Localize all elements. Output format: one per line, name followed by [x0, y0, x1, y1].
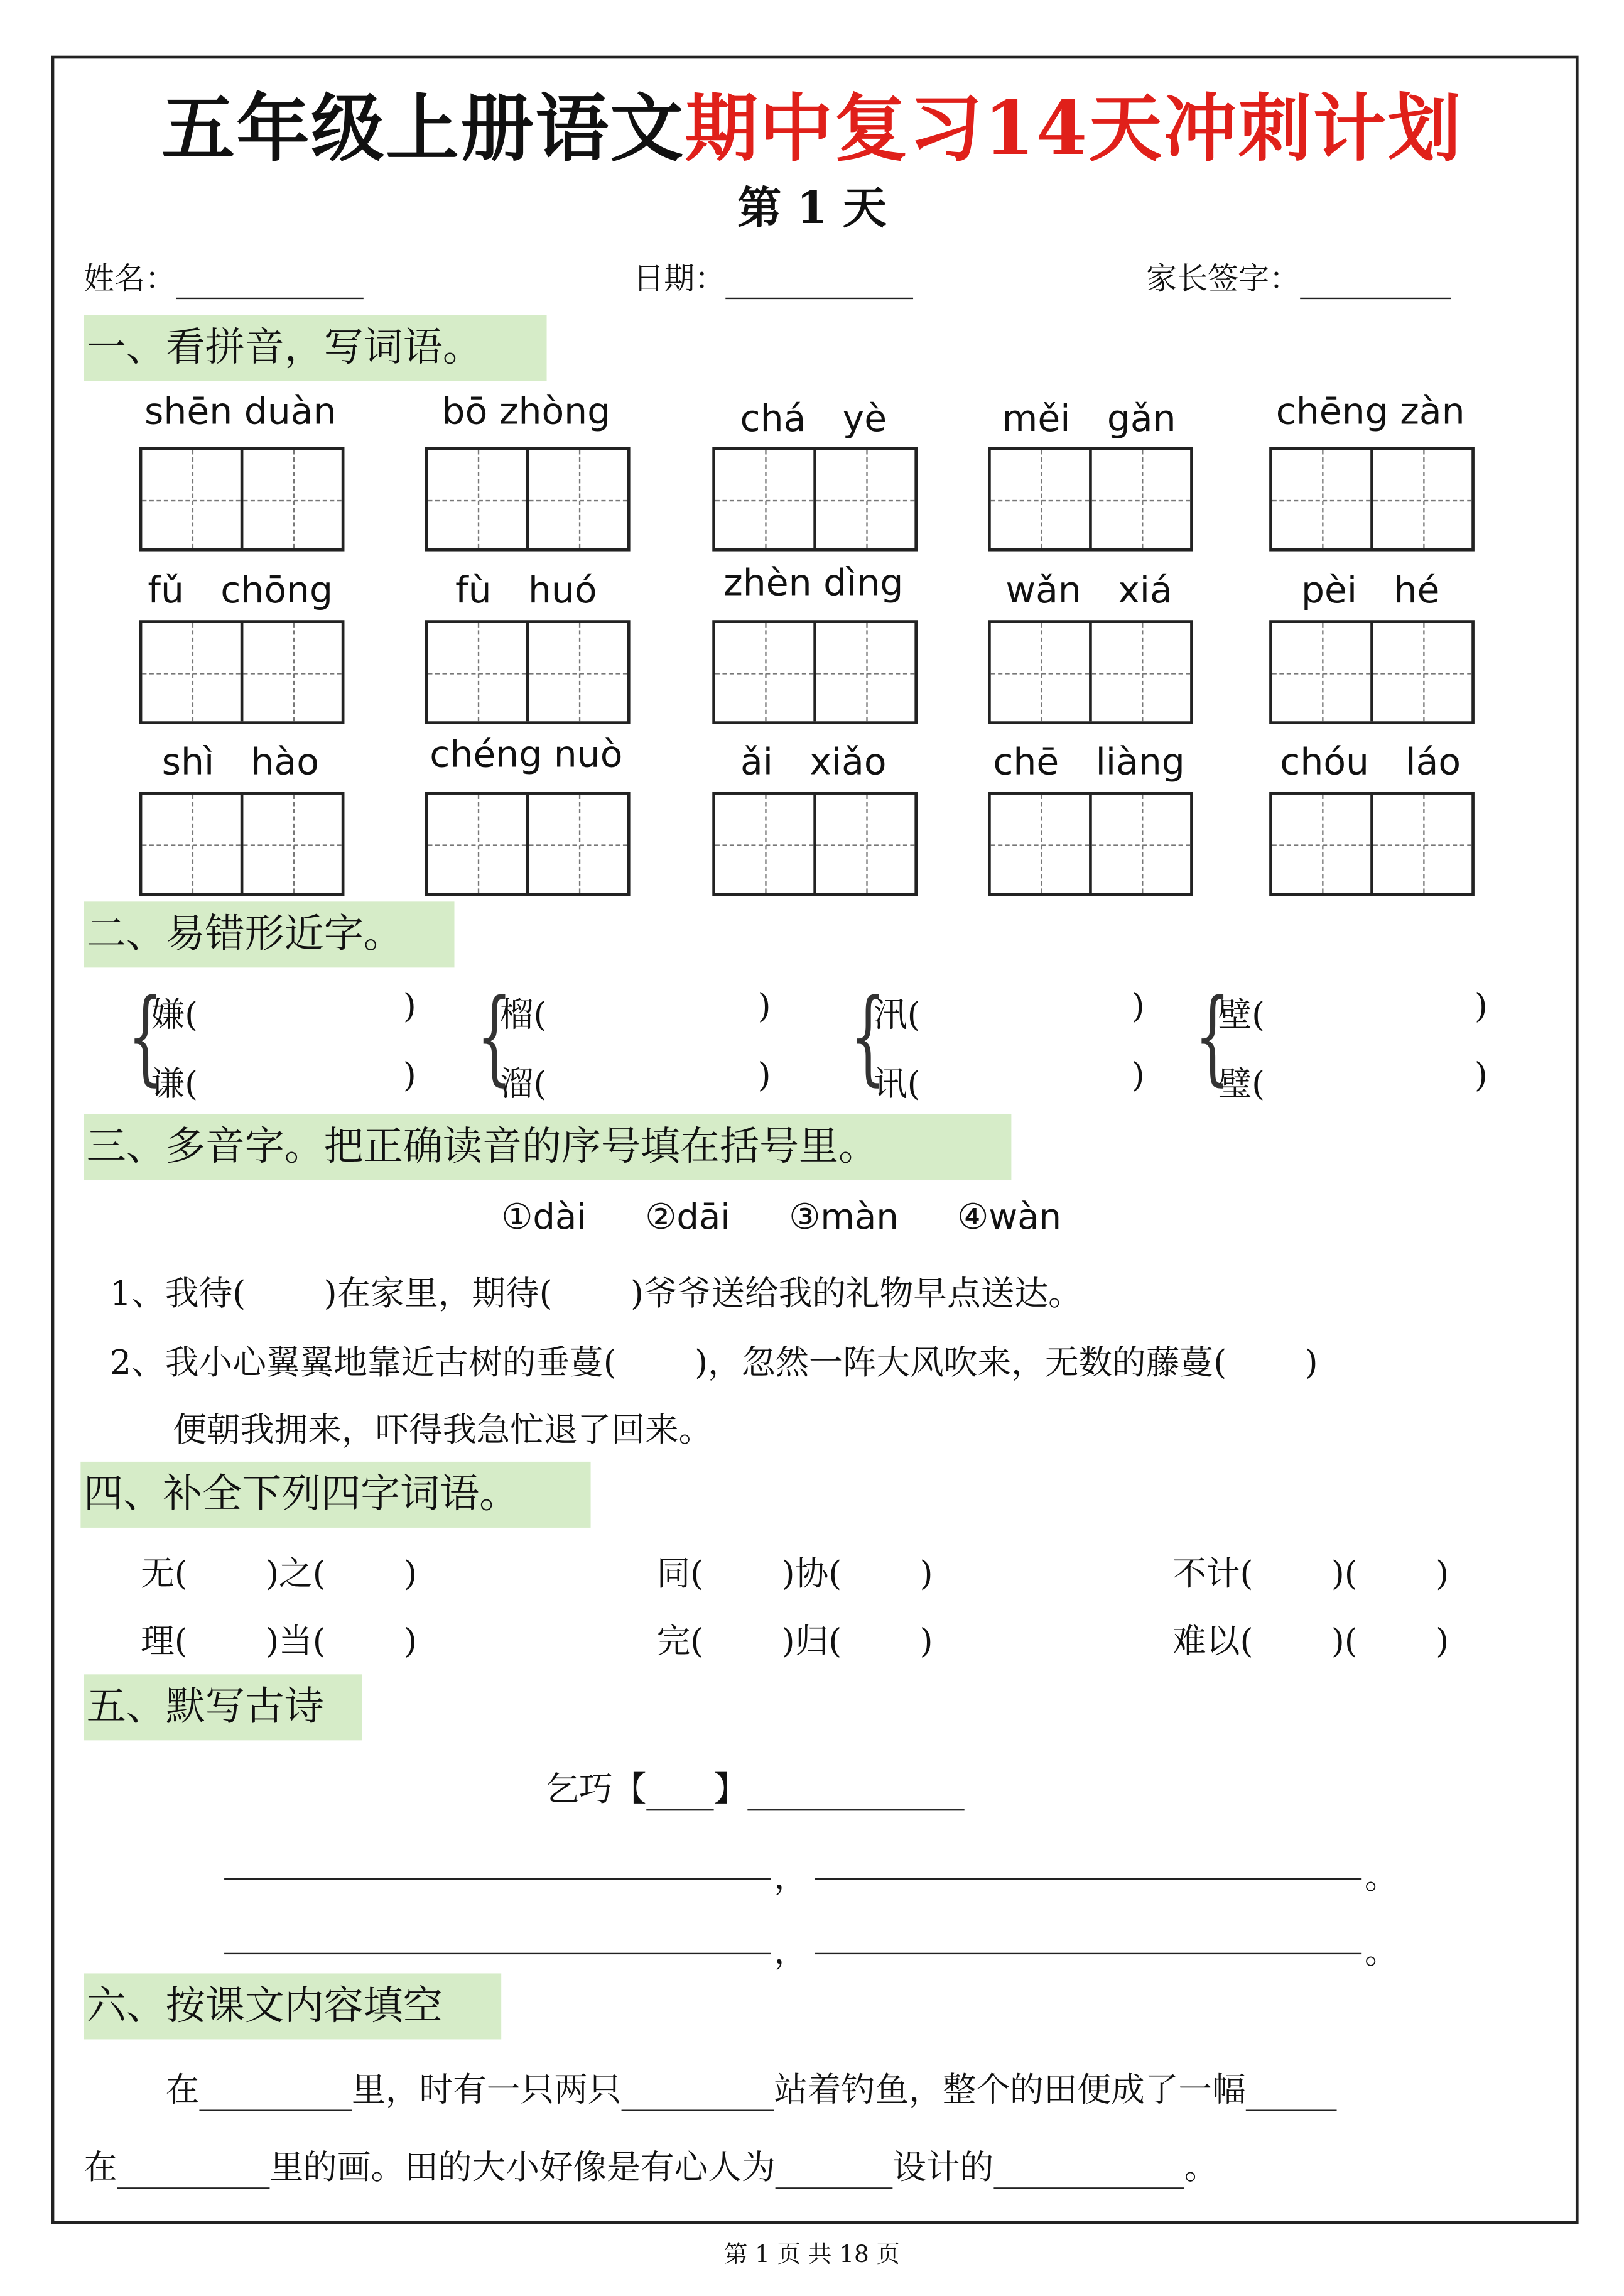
similar-char: 谦( — [151, 1065, 198, 1104]
grid-cell[interactable] — [991, 795, 1092, 893]
similar-char: 璧( — [1218, 1065, 1265, 1104]
grid-cell[interactable] — [991, 450, 1092, 548]
grid-cell[interactable] — [816, 623, 914, 721]
grid-cell[interactable] — [142, 623, 243, 721]
pinyin-label: fǔ chōng — [148, 569, 333, 612]
pinyin-label: ǎi xiǎo — [740, 740, 887, 783]
grid-cell[interactable] — [1272, 623, 1373, 721]
text: 设计的 — [892, 2149, 994, 2188]
grid-cell[interactable] — [142, 450, 243, 548]
option: ④wàn — [957, 1196, 1062, 1238]
parent-sign-field[interactable] — [1146, 255, 1451, 299]
text: 在 — [84, 2149, 117, 2188]
passage-line-2 — [84, 2140, 1218, 2189]
grid-cell[interactable] — [816, 450, 914, 548]
poem-blank[interactable] — [224, 1953, 771, 1954]
writing-grid-box[interactable] — [139, 620, 345, 724]
similar-char: 嫌( — [151, 997, 198, 1035]
close-paren: ) — [1131, 988, 1145, 1026]
section-5-header: 五、默写古诗 — [84, 1674, 362, 1740]
close-paren: ) — [403, 988, 416, 1026]
grid-cell[interactable] — [243, 450, 341, 548]
pinyin-label: chá yè — [740, 397, 887, 440]
text: 。 — [1184, 2149, 1218, 2188]
date-label: 日期： — [633, 261, 726, 297]
grid-cell[interactable] — [1092, 623, 1190, 721]
pinyin-label: shì hào — [161, 740, 319, 783]
option: ③màn — [789, 1196, 899, 1238]
idiom-blank[interactable]: 难以( )( ) — [1172, 1623, 1449, 1662]
text: 里，时有一只两只 — [352, 2071, 622, 2110]
poem-blank[interactable] — [815, 1953, 1362, 1954]
grid-cell[interactable] — [142, 795, 243, 893]
name-field[interactable] — [84, 255, 364, 299]
writing-grid-box[interactable] — [139, 447, 345, 552]
writing-grid-box[interactable] — [425, 447, 631, 552]
similar-char: 汛( — [874, 997, 921, 1035]
grid-cell[interactable] — [529, 623, 627, 721]
writing-grid-box[interactable] — [425, 792, 631, 896]
grid-cell[interactable] — [1272, 795, 1373, 893]
text: 在 — [165, 2071, 200, 2110]
poem-title: 乞巧【 — [545, 1771, 647, 1810]
poem-title-line — [545, 1762, 964, 1810]
pinyin-label: wǎn xiá — [1005, 569, 1172, 612]
pinyin-label: měi gǎn — [1002, 397, 1176, 440]
writing-grid-box[interactable] — [425, 620, 631, 724]
grid-cell[interactable] — [1272, 450, 1373, 548]
grid-cell[interactable] — [715, 450, 816, 548]
pinyin-label: shēn duàn — [144, 389, 337, 433]
page-footer: 第 1 页 共 18 页 — [723, 2240, 900, 2268]
close-paren: ) — [1131, 1057, 1145, 1096]
brace-icon: { — [1194, 976, 1231, 1097]
title-black: 五年级上册语文 — [161, 85, 685, 172]
option: ①dài — [501, 1196, 587, 1238]
similar-char: 壁( — [1218, 997, 1265, 1035]
grid-cell[interactable] — [991, 623, 1092, 721]
sentence-2: 2、我小心翼翼地靠近古树的垂蔓( )，忽然一阵大风吹来，无数的藤蔓( ) — [110, 1344, 1318, 1383]
grid-cell[interactable] — [428, 623, 529, 721]
grid-cell[interactable] — [243, 795, 341, 893]
idiom-blank[interactable]: 理( )当( ) — [141, 1623, 418, 1662]
similar-char: 榴( — [499, 997, 547, 1035]
section-2-header: 二、易错形近字。 — [84, 901, 454, 967]
name-label: 姓名： — [84, 261, 176, 297]
pinyin-label: zhèn dìng — [723, 561, 904, 604]
section-1-header: 一、看拼音，写词语。 — [84, 315, 547, 381]
period: 。 — [1364, 1934, 1399, 1972]
title-red: 期中复习14天冲刺计划 — [685, 85, 1463, 172]
brace-icon: { — [476, 976, 512, 1097]
pinyin-label: pèi hé — [1301, 569, 1440, 612]
writing-grid-box[interactable] — [712, 447, 918, 552]
close-paren: ) — [757, 1057, 771, 1096]
writing-grid-box[interactable] — [988, 447, 1193, 552]
page-title — [0, 70, 1624, 176]
period: 。 — [1364, 1859, 1399, 1898]
writing-grid-box[interactable] — [1269, 792, 1475, 896]
pinyin-label: chē liàng — [993, 740, 1185, 783]
reading-options — [501, 1196, 1061, 1237]
section-4-header: 四、补全下列四字词语。 — [80, 1462, 590, 1528]
grid-cell[interactable] — [428, 450, 529, 548]
option: ②dāi — [645, 1196, 730, 1238]
passage-line-1 — [166, 2063, 1337, 2111]
grid-cell[interactable] — [529, 795, 627, 893]
grid-cell[interactable] — [1092, 450, 1190, 548]
section-3-header: 三、多音字。把正确读音的序号填在括号里。 — [84, 1114, 1011, 1180]
writing-grid-box[interactable] — [988, 620, 1193, 724]
bracket: 】 — [713, 1771, 748, 1810]
day-label: 第 1 天 — [737, 183, 887, 235]
date-field[interactable] — [633, 255, 913, 299]
grid-cell[interactable] — [428, 795, 529, 893]
close-paren: ) — [1474, 1057, 1488, 1096]
pinyin-label: chéng nuò — [430, 732, 623, 776]
similar-char: 讯( — [874, 1065, 921, 1104]
writing-grid-box[interactable] — [1269, 447, 1475, 552]
comma: ， — [774, 1934, 808, 1972]
brace-icon: { — [850, 976, 886, 1097]
idiom-blank[interactable]: 完( )归( ) — [656, 1623, 933, 1662]
pinyin-label: fù huó — [455, 569, 597, 612]
brace-icon: { — [127, 976, 164, 1097]
writing-grid-box[interactable] — [712, 792, 918, 896]
text: 里的画。田的大小好像是有心人为 — [269, 2149, 776, 2188]
idiom-blank[interactable]: 不计( )( ) — [1172, 1555, 1449, 1594]
grid-cell[interactable] — [715, 623, 816, 721]
writing-grid-box[interactable] — [712, 620, 918, 724]
text: 站着钓鱼，整个的田便成了一幅 — [774, 2071, 1246, 2110]
sentence-2-cont: 便朝我拥来，吓得我急忙退了回来。 — [173, 1412, 713, 1450]
grid-cell[interactable] — [1373, 795, 1471, 893]
parent-sign-label: 家长签字： — [1146, 261, 1301, 297]
comma: ， — [774, 1859, 808, 1898]
grid-cell[interactable] — [816, 795, 914, 893]
grid-cell[interactable] — [1092, 795, 1190, 893]
poem-blank[interactable] — [815, 1878, 1362, 1880]
grid-cell[interactable] — [1373, 450, 1471, 548]
close-paren: ) — [1474, 988, 1488, 1026]
pinyin-label: chēng zàn — [1275, 389, 1465, 433]
pinyin-label: bō zhòng — [441, 389, 611, 433]
close-paren: ) — [757, 988, 771, 1026]
writing-grid-box[interactable] — [1269, 620, 1475, 724]
pinyin-label: chóu láo — [1280, 740, 1461, 783]
section-6-header: 六、按课文内容填空 — [84, 1973, 501, 2039]
grid-cell[interactable] — [529, 450, 627, 548]
writing-grid-box[interactable] — [988, 792, 1193, 896]
grid-cell[interactable] — [1373, 623, 1471, 721]
grid-cell[interactable] — [243, 623, 341, 721]
grid-cell[interactable] — [715, 795, 816, 893]
poem-blank[interactable] — [224, 1878, 771, 1880]
similar-char: 溜( — [499, 1065, 547, 1104]
idiom-blank[interactable]: 无( )之( ) — [141, 1555, 418, 1594]
idiom-blank[interactable]: 同( )协( ) — [656, 1555, 933, 1594]
sentence-1: 1、我待( )在家里，期待( )爷爷送给我的礼物早点送达。 — [110, 1275, 1082, 1314]
writing-grid-box[interactable] — [139, 792, 345, 896]
close-paren: ) — [403, 1057, 416, 1096]
